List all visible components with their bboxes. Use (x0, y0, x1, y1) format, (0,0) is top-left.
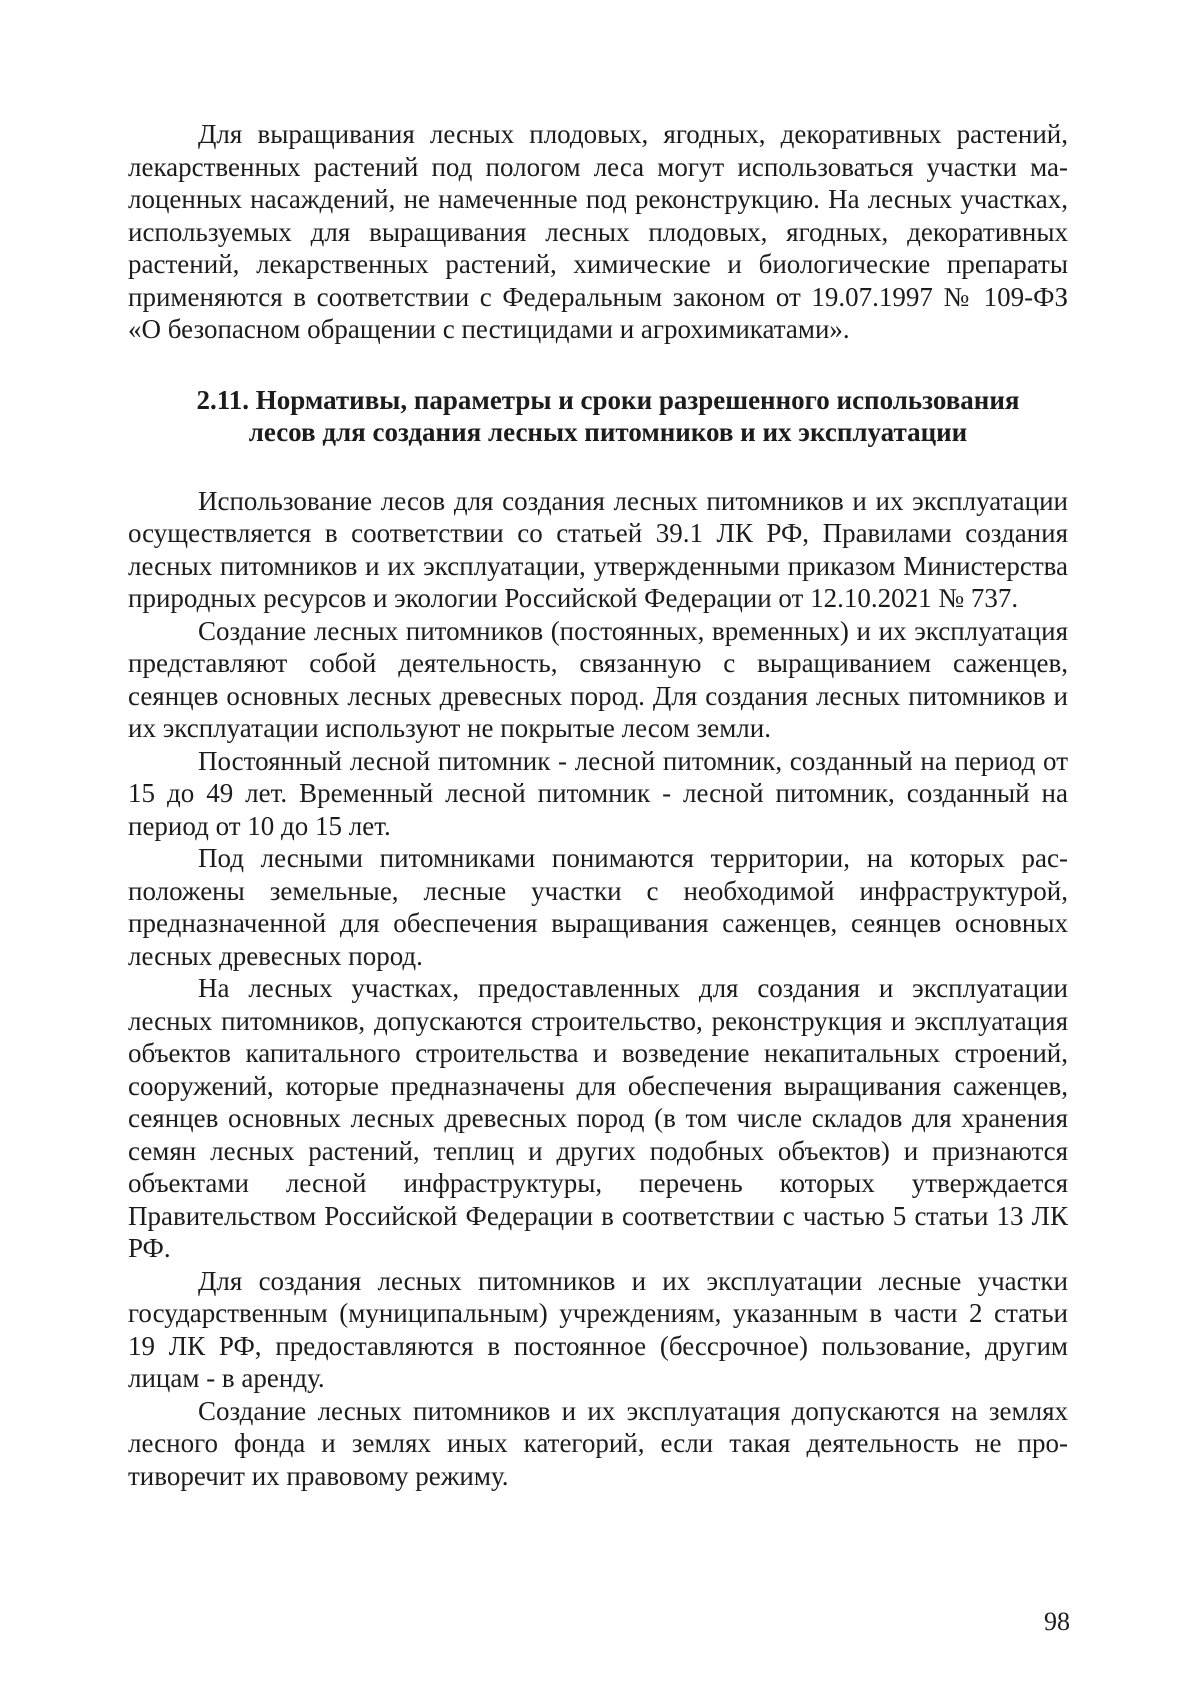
paragraph-7: Создание лесных питомников и их эксплуатация допускаются на землях лесного фонда и землях иных категорий, если такая деятельность не противоречит их правовому режиму. (128, 1395, 1068, 1491)
paragraph-2: Создание лесных питомников (постоянных, временных) и их эксплуатация представляют собой деятельность, связанную с выращиванием саженцев, сеянцев основных лесных древесных пород. Для создания лесных питомников и их эксплуатации используют не покрытые лесом земли. (128, 615, 1068, 743)
paragraph-intro: Для выращивания лесных плодовых, ягодных, декоративных растений, лекарственных растений под пологом леса могут использоваться участки малоценных насаждений, не намеченные под реконструкцию. На лесных участках, используемых для выращивания лесных плодовых, ягодных, декоративных растений, лекарственных растений, химические и биологические препараты применяются в соответствии с Федеральным законом от 19.07.1997 № 109-ФЗ «О безопасном обращении с пестицидами и агрохимикатами». (128, 119, 1068, 344)
paragraph-5: На лесных участках, предоставленных для создания и эксплуатации лесных питомников, допускаются строительство, реконструкция и эксплуатация объектов капитального строительства и возведение некапитальных строений, сооружений, которые предназначены для обеспечения выращивания саженцев, сеянцев основных лесных древесных пород (в том числе складов для хранения семян лесных растений, теплиц и других подобных объектов) и признаются объектами лесной инфраструктуры, перечень которых утверждается Правительством Российской Федерации в соответствии с частью 5 статьи 13 ЛК РФ. (128, 973, 1068, 1263)
paragraph-6: Для создания лесных питомников и их эксплуатации лесные участки государственным (муниципальным) учреждениям, указанным в части 2 статьи 19 ЛК РФ, предоставляются в постоянное (бессрочное) пользование, другим лицам - в аренду. (128, 1265, 1068, 1393)
section-heading-line-1: 2.11. Нормативы, параметры и сроки разрешенного использования (196, 384, 1020, 415)
paragraph-3: Постоянный лесной питомник - лесной питомник, созданный на период от 15 до 49 лет. Временный лесной питомник - лесной питомник, созданный на период от 10 до 15 лет. (128, 745, 1068, 841)
paragraph-4: Под лесными питомниками понимаются территории, на которых расположены земельные, лесные участки с необходимой инфраструктурой, предназначенной для обеспечения выращивания саженцев, сеянцев основных лесных древесных пород. (128, 843, 1068, 971)
page-number: 98 (1044, 1607, 1070, 1636)
section-heading (128, 384, 1068, 449)
section-heading-line-2: лесов для создания лесных питомников и их эксплуатации (248, 417, 968, 447)
paragraph-1: Использование лесов для создания лесных питомников и их эксплуатации осуществляется в соответствии со статьей 39.1 ЛК РФ, Правилами создания лесных питомников и их эксплуатации, утвержденными приказом Министерства природных ресурсов и экологии Российской Федерации от 12.10.2021 № 737. (128, 485, 1068, 613)
document-page (128, 118, 1068, 1492)
